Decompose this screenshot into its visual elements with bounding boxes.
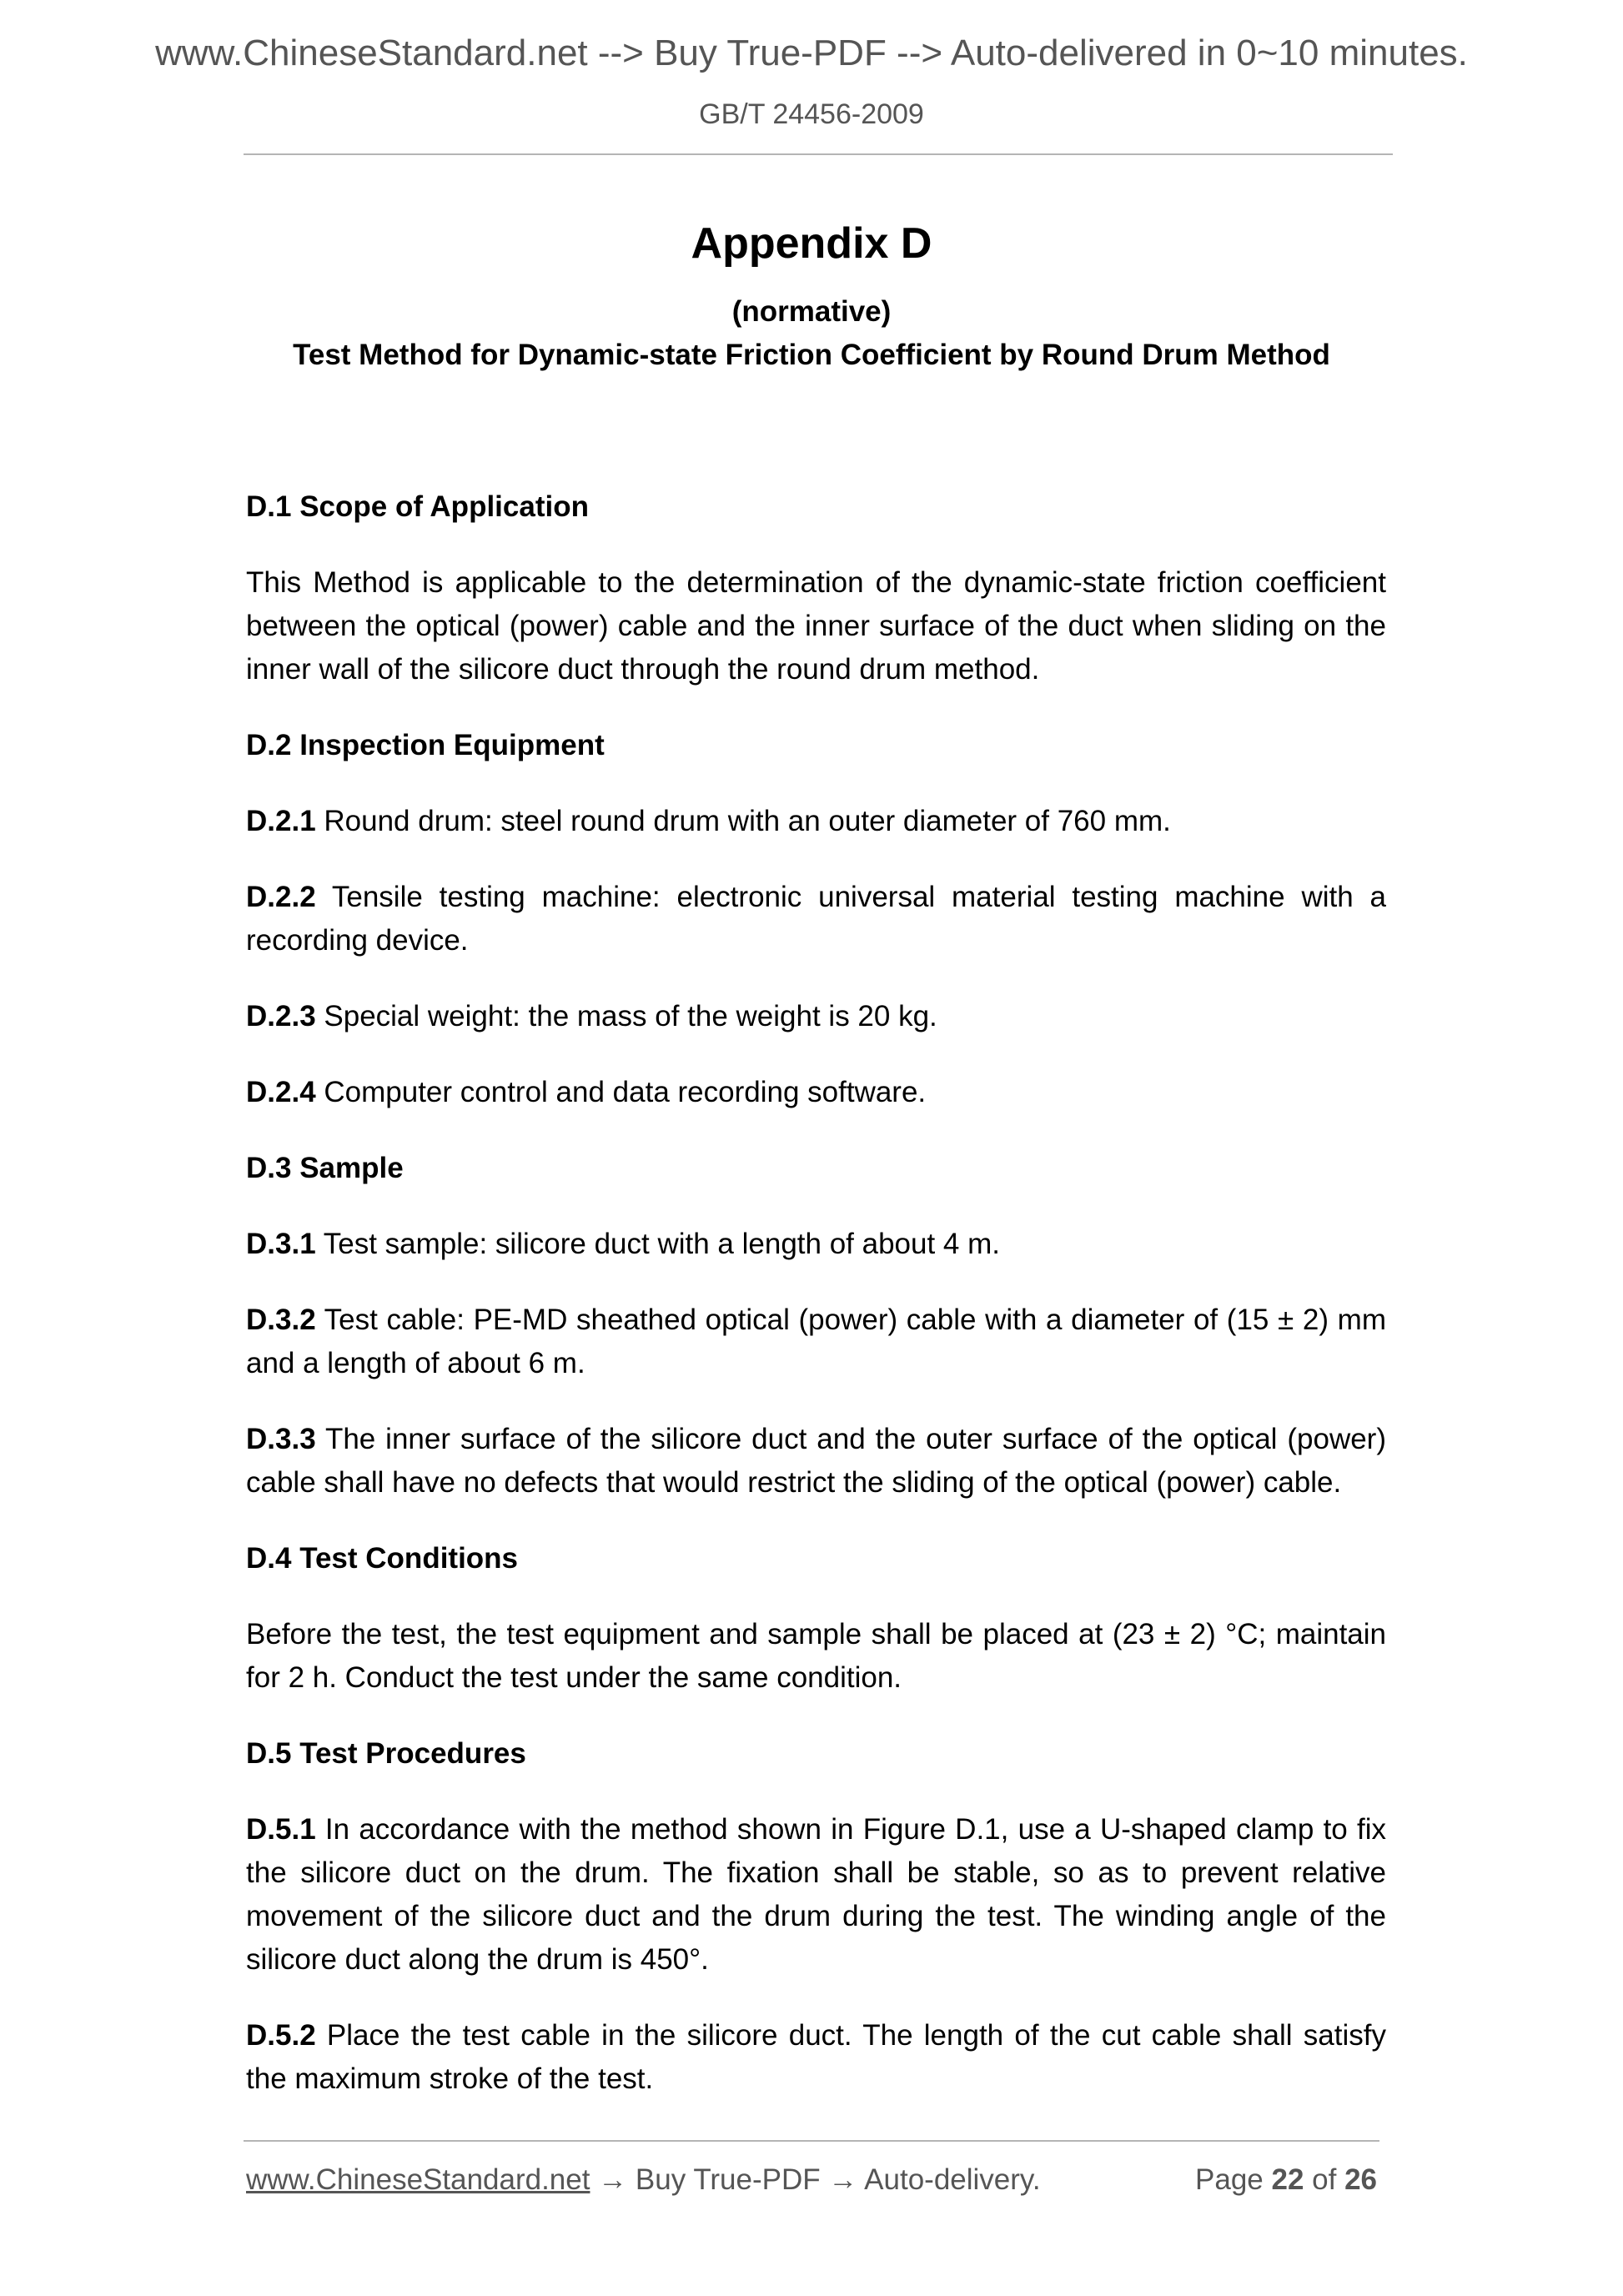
clause-text: Special weight: the mass of the weight is 20 kg. bbox=[315, 1000, 937, 1032]
clause-d21 bbox=[246, 800, 1386, 843]
clause-d51 bbox=[246, 1808, 1386, 1982]
clause-text: Computer control and data recording software. bbox=[315, 1076, 927, 1108]
clause-number: D.5.1 bbox=[246, 1813, 316, 1846]
clause-d23 bbox=[246, 995, 1386, 1038]
paragraph-d4: Before the test, the test equipment and sample shall be placed at (23 ± 2) °C; maintain for 2 h. Conduct the test under the same condition. bbox=[246, 1618, 1386, 1694]
clause-text: Place the test cable in the silicore duct. The length of the cut cable shall satisfy the maximum stroke of the test. bbox=[246, 2019, 1386, 2095]
section-heading-d3: D.3 Sample bbox=[246, 1152, 404, 1184]
clause-d24 bbox=[246, 1071, 1386, 1114]
clause-text: Tensile testing machine: electronic universal material testing machine with a recording device. bbox=[246, 881, 1386, 957]
total-pages: 26 bbox=[1344, 2163, 1377, 2196]
paragraph-d1: This Method is applicable to the determination of the dynamic-state friction coefficient between the optical (power) cable and the inner surface of the duct when sliding on the inner wall of the silicore duct through the round drum method. bbox=[246, 566, 1386, 686]
section-heading-d4: D.4 Test Conditions bbox=[246, 1542, 519, 1575]
clause-d22 bbox=[246, 876, 1386, 962]
section-heading-d5: D.5 Test Procedures bbox=[246, 1737, 526, 1770]
appendix-name: Test Method for Dynamic-state Friction Coefficient by Round Drum Method bbox=[293, 339, 1330, 371]
page-indicator bbox=[1195, 2163, 1377, 2197]
clause-text: Round drum: steel round drum with an outer diameter of 760 mm. bbox=[315, 805, 1171, 837]
clause-number: D.3.2 bbox=[246, 1304, 316, 1336]
appendix-subtitle: (normative) bbox=[731, 295, 892, 328]
page-number: 22 bbox=[1271, 2163, 1304, 2196]
page-label: Page bbox=[1195, 2163, 1272, 2196]
clause-d52 bbox=[246, 2014, 1386, 2101]
clause-number: D.2.3 bbox=[246, 1000, 316, 1032]
clause-d32 bbox=[246, 1299, 1386, 1385]
footer-divider bbox=[244, 2140, 1379, 2142]
clause-text: The inner surface of the silicore duct and the outer surface of the optical (power) cable shall have no defects that would restrict the sliding of the optical (power) cable. bbox=[246, 1423, 1386, 1499]
section-heading-d1: D.1 Scope of Application bbox=[246, 490, 589, 523]
clause-number: D.5.2 bbox=[246, 2019, 316, 2052]
clause-text: Test cable: PE-MD sheathed optical (power) cable with a diameter of (15 ± 2) mm and a length of about 6 m. bbox=[246, 1304, 1386, 1379]
header-banner: www.ChineseStandard.net --> Buy True-PDF --> Auto-delivered in 0~10 minutes. bbox=[155, 33, 1468, 73]
clause-number: D.2.4 bbox=[246, 1076, 316, 1108]
clause-text: Test sample: silicore duct with a length of about 4 m. bbox=[315, 1228, 1000, 1260]
footer-tagline: → Buy True-PDF → Auto-delivery. bbox=[590, 2163, 1041, 2196]
of-label: of bbox=[1304, 2163, 1345, 2196]
standard-code: GB/T 24456-2009 bbox=[699, 98, 924, 130]
clause-number: D.2.1 bbox=[246, 805, 316, 837]
header-divider bbox=[244, 153, 1393, 155]
page-footer bbox=[246, 2163, 1377, 2197]
clause-d33 bbox=[246, 1418, 1386, 1505]
clause-d31 bbox=[246, 1223, 1386, 1266]
website-link[interactable]: www.ChineseStandard.net bbox=[246, 2163, 590, 2196]
appendix-title: Appendix D bbox=[691, 219, 932, 268]
clause-number: D.3.3 bbox=[246, 1423, 316, 1455]
clause-text: In accordance with the method shown in Figure D.1, use a U-shaped clamp to fix the silicore duct on the drum. The fixation shall be stable, so as to prevent relative movement of the silicore duct and the drum during the test. The winding angle of the silicore duct along the drum is 450°. bbox=[246, 1813, 1386, 1976]
clause-number: D.2.2 bbox=[246, 881, 316, 913]
document-body bbox=[246, 485, 1386, 2133]
section-heading-d2: D.2 Inspection Equipment bbox=[246, 729, 605, 761]
clause-number: D.3.1 bbox=[246, 1228, 316, 1260]
